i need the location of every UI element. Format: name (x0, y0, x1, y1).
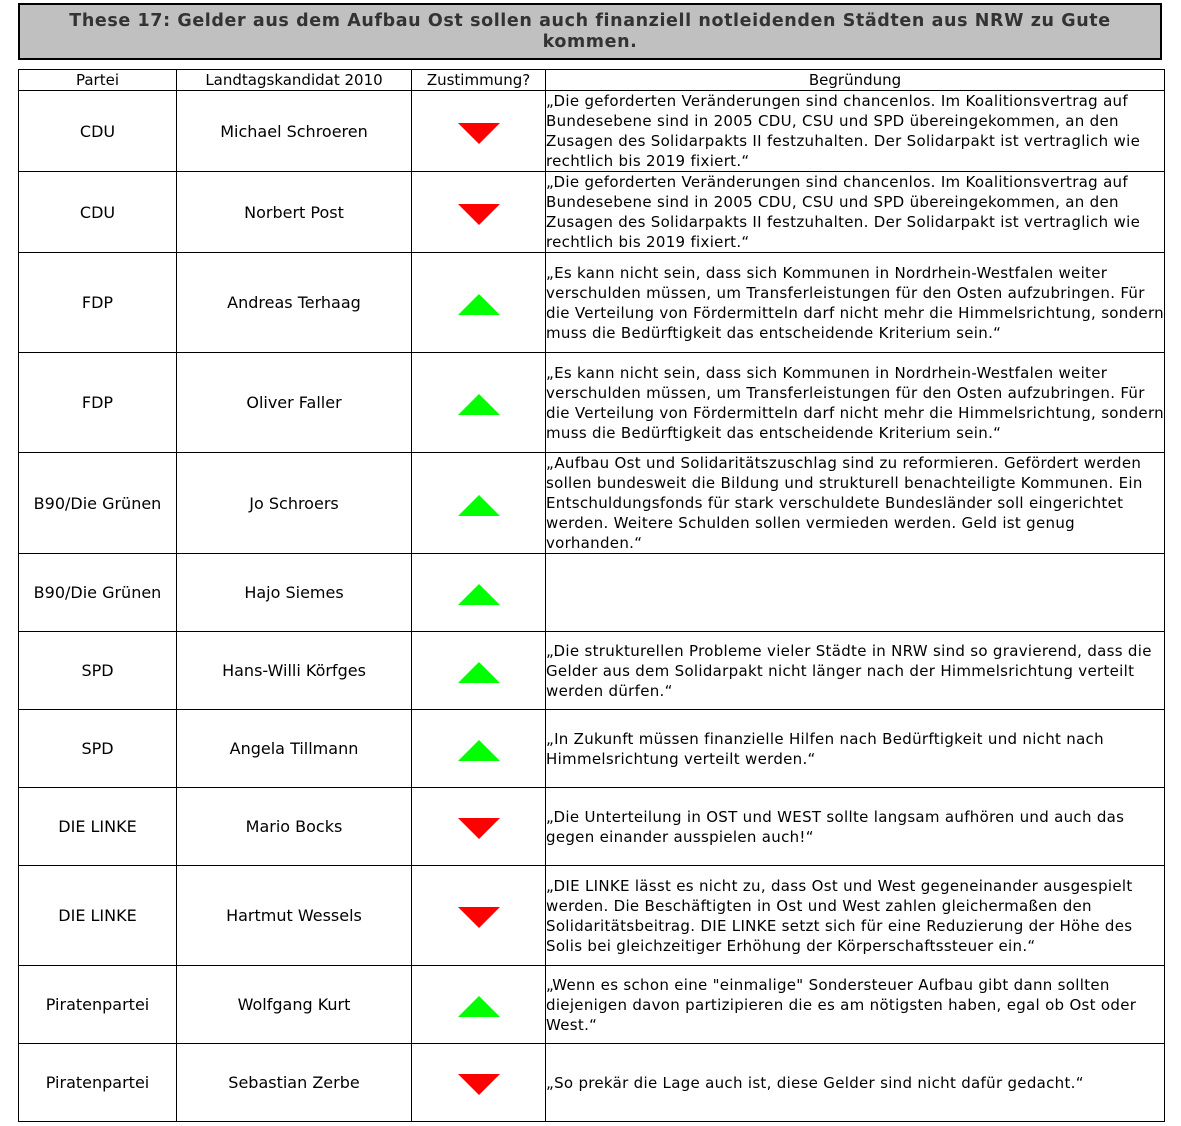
down-arrow-icon (458, 123, 500, 144)
party-cell: SPD (19, 632, 177, 710)
table-row (19, 632, 1165, 710)
party-cell: B90/Die Grünen (19, 554, 177, 632)
candidate-table (18, 69, 1165, 1122)
party-cell: CDU (19, 91, 177, 172)
up-arrow-icon (458, 740, 500, 761)
candidate-cell: Hans-Willi Körfges (177, 632, 412, 710)
party-cell: Piratenpartei (19, 1044, 177, 1122)
reason-cell (546, 554, 1165, 632)
party-cell: FDP (19, 253, 177, 353)
vote-cell (412, 91, 546, 172)
reason-cell: „Es kann nicht sein, dass sich Kommunen in Nordrhein-Westfalen weiter verschulden müssen, um Transferleistungen für den Osten aufzubringen. Für die Verteilung von Fördermitteln darf nicht mehr die Himmelsrichtung, sondern muss die Bedürftigkeit das entscheidende Kriterium sein.“ (546, 253, 1165, 353)
party-cell: DIE LINKE (19, 866, 177, 966)
thesis-title: These 17: Gelder aus dem Aufbau Ost sollen auch finanziell notleidenden Städten aus NRW zu Gute kommen. (69, 10, 1111, 52)
vote-cell (412, 710, 546, 788)
party-cell: DIE LINKE (19, 788, 177, 866)
reason-cell: „So prekär die Lage auch ist, diese Gelder sind nicht dafür gedacht.“ (546, 1044, 1165, 1122)
up-arrow-icon (458, 394, 500, 415)
candidate-cell: Mario Bocks (177, 788, 412, 866)
table-header-row (19, 70, 1165, 91)
vote-cell (412, 253, 546, 353)
candidate-cell: Oliver Faller (177, 353, 412, 453)
reason-cell: „DIE LINKE lässt es nicht zu, dass Ost und West gegeneinander ausgespielt werden. Die Beschäftigten in Ost und West zahlen gleichermaßen den Solidaritätsbeitrag. DIE LINKE setzt sich für eine Reduzierung der Höhe des Solis bei gleichzeitiger Erhöhung der Körperschaftssteuer ein.“ (546, 866, 1165, 966)
reason-cell: „Die geforderten Veränderungen sind chancenlos. Im Koalitionsvertrag auf Bundesebene sind in 2005 CDU, CSU und SPD übereingekommen, an den Zusagen des Solidarpakts II festzuhalten. Der Solidarpakt ist vertraglich wie rechtlich bis 2019 fixiert.“ (546, 91, 1165, 172)
table-row (19, 91, 1165, 172)
vote-cell (412, 966, 546, 1044)
vote-cell (412, 353, 546, 453)
candidate-cell: Norbert Post (177, 172, 412, 253)
reason-cell: „Die Unterteilung in OST und WEST sollte langsam aufhören und auch das gegen einander ausspielen auch!“ (546, 788, 1165, 866)
table-row (19, 353, 1165, 453)
header-vote: Zustimmung? (412, 70, 546, 91)
table-row (19, 554, 1165, 632)
reason-cell: „Aufbau Ost und Solidaritätszuschlag sind zu reformieren. Gefördert werden sollen bundesweit die Bildung und strukturell benachteiligte Kommunen. Ein Entschuldungsfonds für stark verschuldete Bundesländer soll eingerichtet werden. Weitere Schulden sollen vermieden werden. Geld ist genug vorhanden.“ (546, 453, 1165, 554)
header-candidate: Landtagskandidat 2010 (177, 70, 412, 91)
vote-cell (412, 554, 546, 632)
vote-cell (412, 1044, 546, 1122)
up-arrow-icon (458, 662, 500, 683)
table-row (19, 710, 1165, 788)
table-row (19, 866, 1165, 966)
party-cell: B90/Die Grünen (19, 453, 177, 554)
candidate-cell: Andreas Terhaag (177, 253, 412, 353)
candidate-cell: Sebastian Zerbe (177, 1044, 412, 1122)
up-arrow-icon (458, 495, 500, 516)
reason-cell: „In Zukunft müssen finanzielle Hilfen nach Bedürftigkeit und nicht nach Himmelsrichtung verteilt werden.“ (546, 710, 1165, 788)
reason-cell: „Wenn es schon eine "einmalige" Sondersteuer Aufbau gibt dann sollten diejenigen davon partizipieren die es am nötigsten haben, egal ob Ost oder West.“ (546, 966, 1165, 1044)
down-arrow-icon (458, 1074, 500, 1095)
vote-cell (412, 632, 546, 710)
up-arrow-icon (458, 996, 500, 1017)
candidate-cell: Hartmut Wessels (177, 866, 412, 966)
party-cell: CDU (19, 172, 177, 253)
table-row (19, 1044, 1165, 1122)
vote-cell (412, 172, 546, 253)
reason-cell: „Die geforderten Veränderungen sind chancenlos. Im Koalitionsvertrag auf Bundesebene sind in 2005 CDU, CSU und SPD übereingekommen, an den Zusagen des Solidarpakts II festzuhalten. Der Solidarpakt ist vertraglich wie rechtlich bis 2019 fixiert.“ (546, 172, 1165, 253)
party-cell: SPD (19, 710, 177, 788)
reason-cell: „Die strukturellen Probleme vieler Städte in NRW sind so gravierend, dass die Gelder aus dem Solidarpakt nicht länger nach der Himmelsrichtung verteilt werden dürfen.“ (546, 632, 1165, 710)
candidate-cell: Wolfgang Kurt (177, 966, 412, 1044)
thesis-title-box (18, 3, 1162, 60)
header-party: Partei (19, 70, 177, 91)
table-row (19, 966, 1165, 1044)
table-row (19, 172, 1165, 253)
down-arrow-icon (458, 907, 500, 928)
candidate-cell: Jo Schroers (177, 453, 412, 554)
table-row (19, 788, 1165, 866)
candidate-cell: Angela Tillmann (177, 710, 412, 788)
vote-cell (412, 788, 546, 866)
vote-cell (412, 453, 546, 554)
reason-cell: „Es kann nicht sein, dass sich Kommunen in Nordrhein-Westfalen weiter verschulden müssen, um Transferleistungen für den Osten aufzubringen. Für die Verteilung von Fördermitteln darf nicht mehr die Himmelsrichtung, sondern muss die Bedürftigkeit das entscheidende Kriterium sein.“ (546, 353, 1165, 453)
down-arrow-icon (458, 818, 500, 839)
down-arrow-icon (458, 204, 500, 225)
vote-cell (412, 866, 546, 966)
up-arrow-icon (458, 584, 500, 605)
header-reason: Begründung (546, 70, 1165, 91)
table-row (19, 253, 1165, 353)
up-arrow-icon (458, 294, 500, 315)
party-cell: Piratenpartei (19, 966, 177, 1044)
party-cell: FDP (19, 353, 177, 453)
candidate-cell: Michael Schroeren (177, 91, 412, 172)
table-row (19, 453, 1165, 554)
candidate-cell: Hajo Siemes (177, 554, 412, 632)
